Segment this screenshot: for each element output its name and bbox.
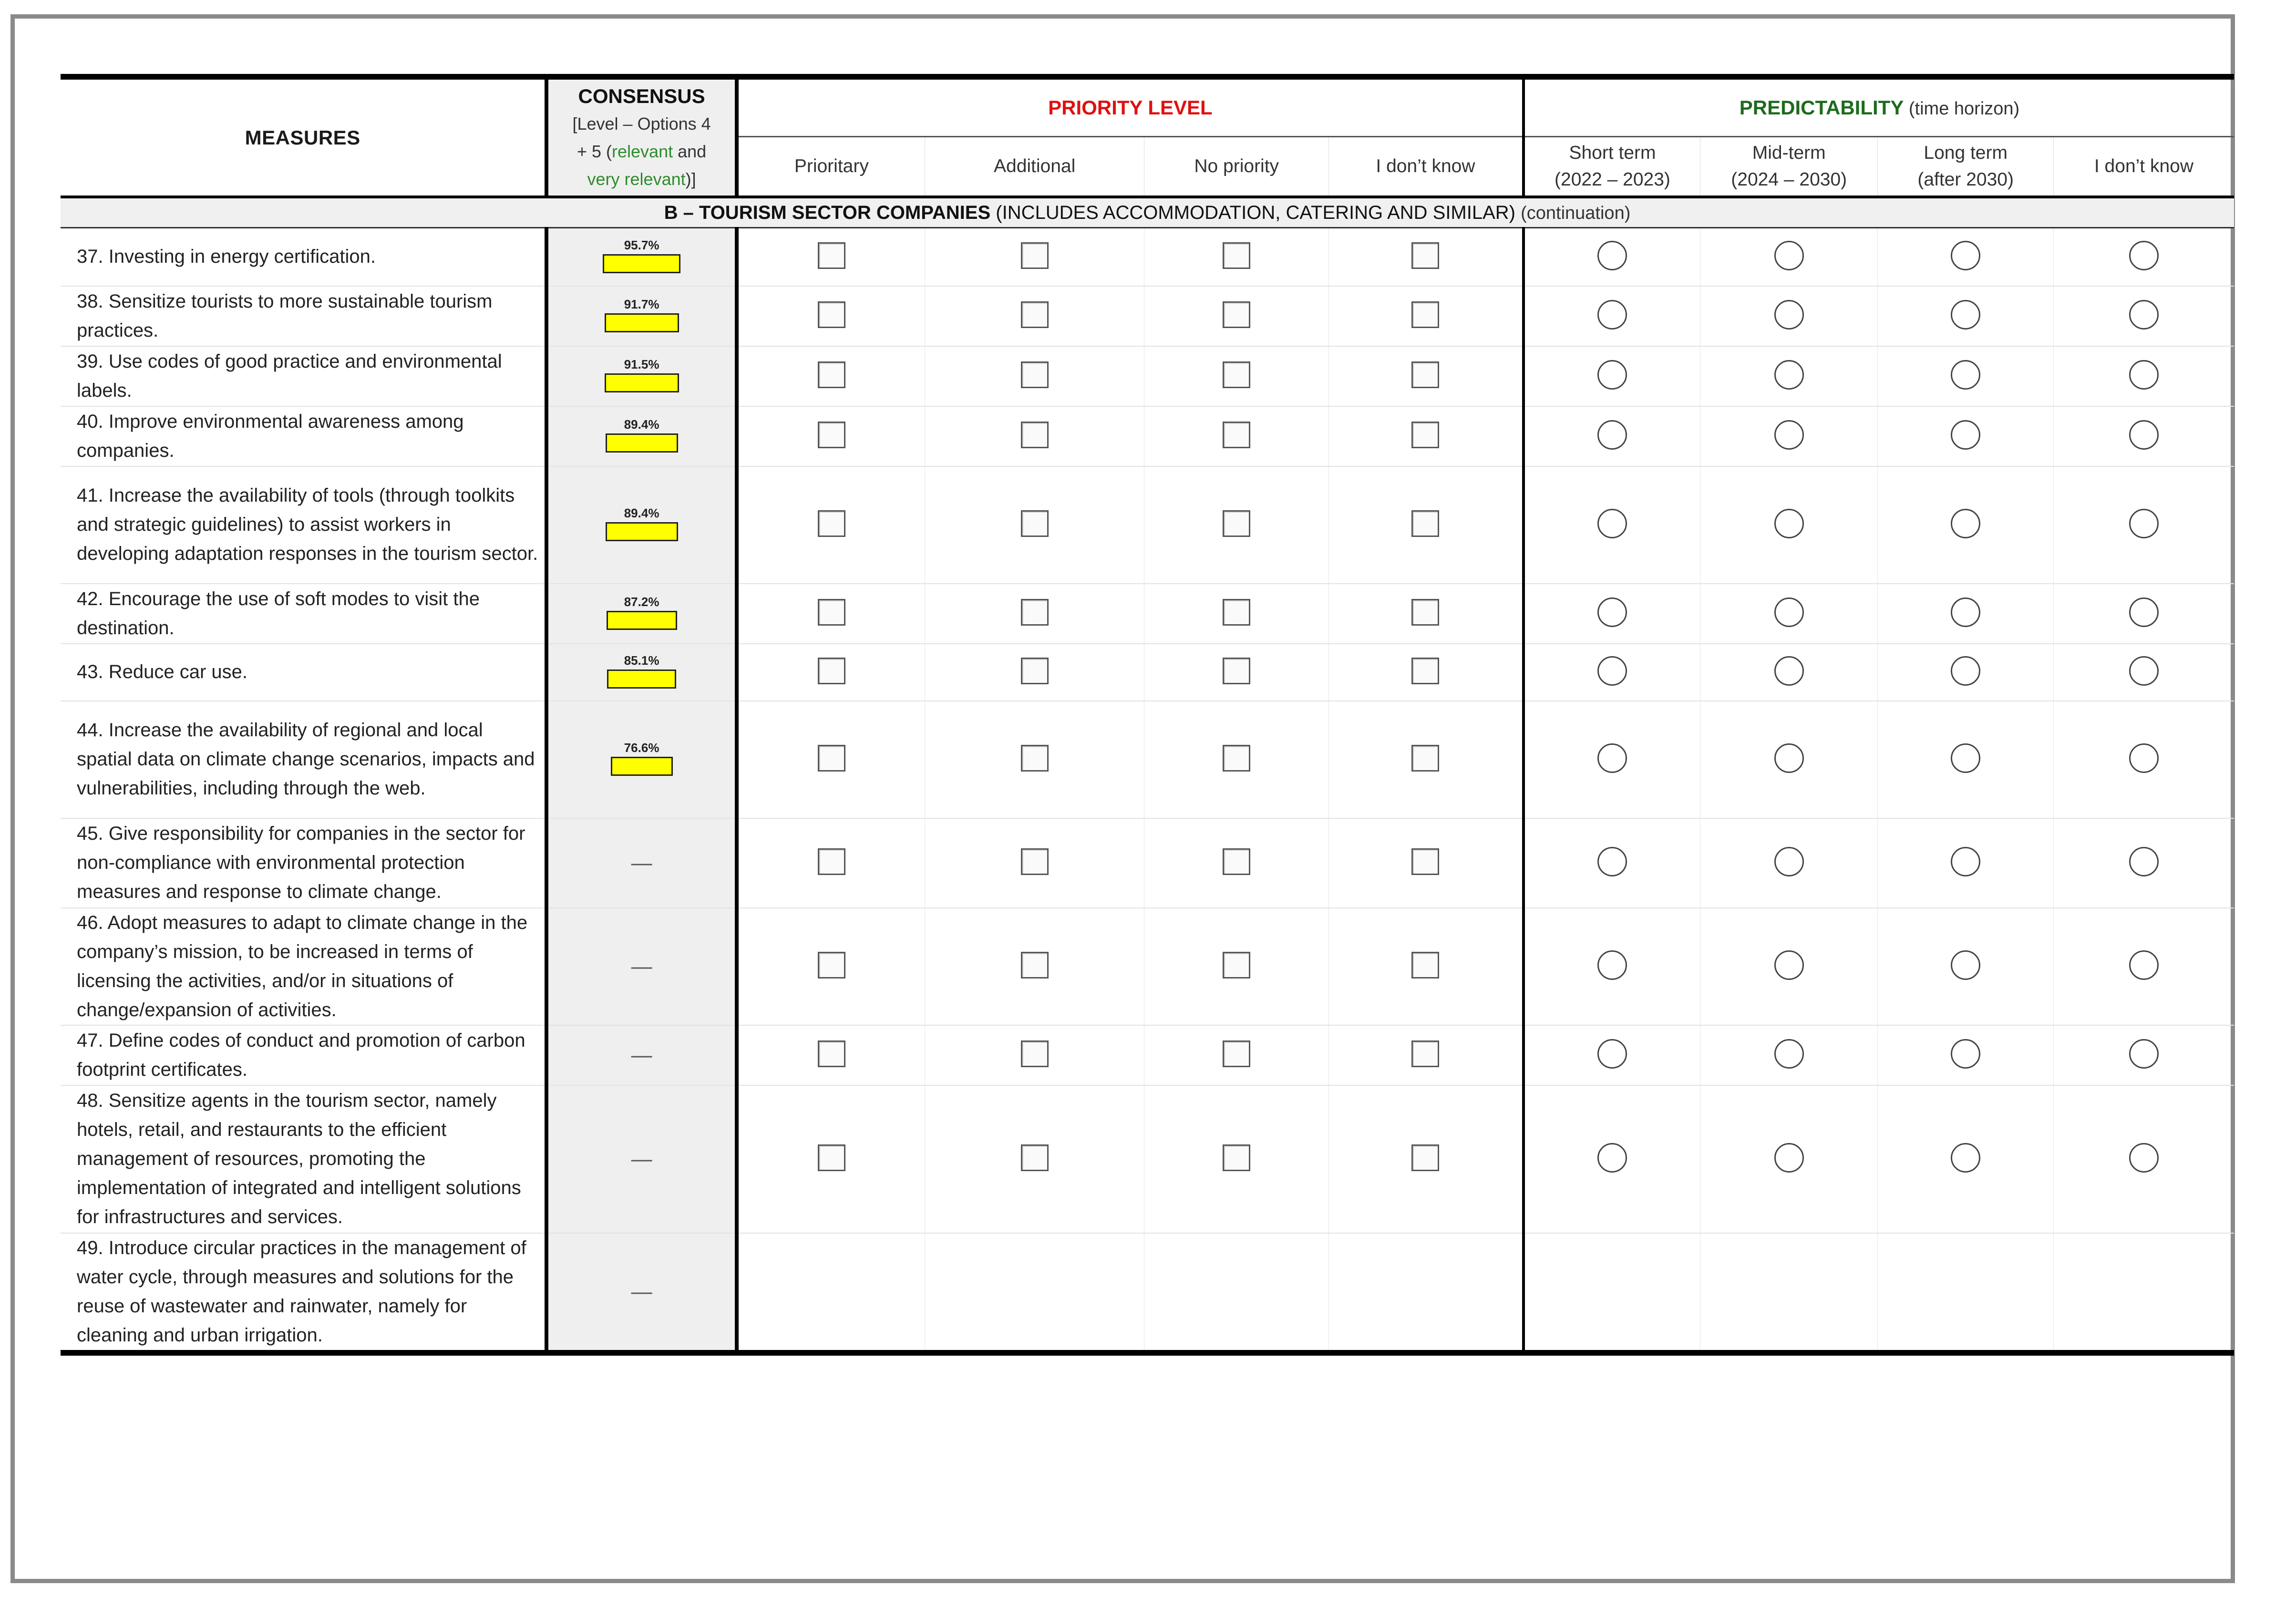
priority-option-cell (925, 406, 1144, 466)
predictability-option-cell (1524, 228, 1700, 286)
priority-checkbox[interactable] (1021, 745, 1049, 772)
priority-checkbox[interactable] (818, 952, 845, 978)
table-row (61, 1233, 2234, 1353)
priority-checkbox[interactable] (818, 745, 845, 772)
consensus-cell (546, 406, 737, 466)
priority-option-cell (1328, 228, 1524, 286)
predictability-option-cell (1700, 228, 1877, 286)
predictability-option-cell (2053, 466, 2234, 584)
predictability-radio[interactable] (2129, 300, 2159, 330)
consensus-bar (605, 313, 679, 332)
predictability-radio[interactable] (1597, 597, 1627, 627)
priority-checkbox[interactable] (1223, 599, 1250, 626)
predictability-radio[interactable] (1597, 509, 1627, 538)
priority-checkbox[interactable] (1411, 422, 1439, 448)
predictability-radio[interactable] (2129, 950, 2159, 980)
predictability-radio[interactable] (1774, 420, 1804, 450)
priority-checkbox[interactable] (818, 301, 845, 328)
table-row (61, 908, 2234, 1025)
survey-table (61, 74, 2234, 1356)
consensus-percent: 95.7% (624, 238, 659, 253)
predictability-option-cell (1878, 286, 2053, 346)
predictability-option-cell (1524, 644, 1700, 701)
priority-checkbox[interactable] (818, 242, 845, 269)
priority-option-cell (925, 701, 1144, 818)
predictability-radio[interactable] (1951, 300, 1980, 330)
priority-option-cell (925, 908, 1144, 1025)
consensus-line-1: [Level – Options 4 (572, 113, 711, 134)
predictability-radio[interactable] (1951, 950, 1980, 980)
predictability-radio[interactable] (2129, 241, 2159, 270)
predictability-option-cell (1878, 1233, 2053, 1353)
priority-option-cell (737, 346, 925, 406)
predictability-option-cell (1700, 1085, 1877, 1233)
section-title-normal: (INCLUDES ACCOMMODATION, CATERING AND SIMILAR) (990, 202, 1521, 223)
priority-checkbox[interactable] (1223, 952, 1250, 978)
predictability-radio[interactable] (1951, 597, 1980, 627)
predictability-option-cell (1524, 286, 1700, 346)
priority-checkbox[interactable] (1223, 301, 1250, 328)
priority-option-header: No priority (1144, 137, 1329, 197)
priority-checkbox[interactable] (1021, 510, 1049, 537)
priority-option-header: Additional (925, 137, 1144, 197)
section-title-bold: B – TOURISM SECTOR COMPANIES (664, 202, 991, 223)
predictability-header (1524, 77, 2234, 137)
predictability-option-header (1524, 137, 1700, 197)
priority-checkbox[interactable] (1411, 510, 1439, 537)
priority-checkbox[interactable] (1021, 301, 1049, 328)
priority-option-cell (925, 1233, 1144, 1353)
priority-option-cell (1328, 1233, 1524, 1353)
predictability-option-cell (2053, 701, 2234, 818)
priority-checkbox[interactable] (1411, 242, 1439, 269)
consensus-bar (607, 611, 677, 630)
priority-checkbox[interactable] (1411, 301, 1439, 328)
predictability-option-cell (2053, 1025, 2234, 1085)
priority-checkbox[interactable] (1223, 745, 1250, 772)
priority-option-cell (1144, 406, 1329, 466)
predictability-option-cell (1700, 644, 1877, 701)
predictability-option-cell (1878, 818, 2053, 908)
priority-option-cell (925, 466, 1144, 584)
predictability-option-cell (1878, 406, 2053, 466)
priority-checkbox[interactable] (1021, 848, 1049, 875)
predictability-radio[interactable] (1774, 847, 1804, 876)
priority-option-cell (737, 818, 925, 908)
predictability-radio[interactable] (1774, 656, 1804, 686)
priority-option-cell (1328, 701, 1524, 818)
predictability-option-cell (2053, 1085, 2234, 1233)
priority-checkbox[interactable] (1223, 848, 1250, 875)
priority-checkbox[interactable] (1021, 1040, 1049, 1067)
measure-text: 41. Increase the availability of tools (through toolkits and strategic guidelines) to assist workers in developing adaptation responses in the tourism sector. (61, 466, 546, 584)
priority-checkbox[interactable] (1223, 1144, 1250, 1171)
priority-checkbox[interactable] (1021, 952, 1049, 978)
predictability-radio[interactable] (1597, 950, 1627, 980)
priority-option-cell (1144, 644, 1329, 701)
table-row (61, 228, 2234, 286)
predictability-radio[interactable] (2129, 743, 2159, 773)
predictability-radio[interactable] (1951, 241, 1980, 270)
priority-option-cell (1144, 1025, 1329, 1085)
consensus-percent: 89.4% (624, 506, 659, 520)
predictability-option-label: Mid-term (1752, 143, 1826, 163)
consensus-bar (606, 433, 678, 453)
priority-option-header: Prioritary (737, 137, 925, 197)
predictability-option-cell (1878, 1085, 2053, 1233)
priority-checkbox[interactable] (818, 422, 845, 448)
priority-checkbox[interactable] (1411, 745, 1439, 772)
predictability-option-cell (1878, 644, 2053, 701)
priority-option-cell (737, 228, 925, 286)
predictability-radio[interactable] (1951, 743, 1980, 773)
priority-checkbox[interactable] (1411, 1144, 1439, 1171)
predictability-option-cell (1524, 584, 1700, 644)
priority-option-cell (925, 346, 1144, 406)
priority-option-cell (737, 286, 925, 346)
consensus-cell (546, 644, 737, 701)
consensus-dash: — (631, 1279, 652, 1303)
priority-option-cell (925, 1085, 1144, 1233)
table-row (61, 1085, 2234, 1233)
priority-checkbox[interactable] (1223, 422, 1250, 448)
predictability-option-cell (1524, 1025, 1700, 1085)
consensus-cell (546, 584, 737, 644)
predictability-option-cell (2053, 908, 2234, 1025)
predictability-option-cell (2053, 286, 2234, 346)
priority-option-cell (1144, 584, 1329, 644)
priority-option-cell (1144, 1233, 1329, 1353)
predictability-option-label: Long term (1924, 143, 2008, 163)
priority-checkbox[interactable] (1021, 422, 1049, 448)
table-row (61, 466, 2234, 584)
priority-option-cell (737, 1025, 925, 1085)
consensus-line-2: + 5 (relevant and (577, 141, 707, 161)
predictability-option-cell (1878, 1025, 2053, 1085)
predictability-radio[interactable] (1951, 360, 1980, 390)
predictability-option-cell (1700, 908, 1877, 1025)
priority-option-cell (1328, 346, 1524, 406)
measure-text: 46. Adopt measures to adapt to climate change in the company’s mission, to be increased in terms of licensing the activities, and/or in situations of change/expansion of activities. (61, 908, 546, 1025)
priority-checkbox[interactable] (818, 658, 845, 684)
predictability-subtitle: (time horizon) (1904, 99, 2020, 119)
predictability-radio[interactable] (1774, 1039, 1804, 1069)
priority-option-cell (925, 228, 1144, 286)
measure-text: 44. Increase the availability of regional and local spatial data on climate change scenarios, impacts and vulnerabilities, including through the web. (61, 701, 546, 818)
consensus-bar (605, 373, 679, 392)
measure-text: 45. Give responsibility for companies in the sector for non-compliance with environmental protection measures and response to climate change. (61, 818, 546, 908)
predictability-option-cell (1700, 1233, 1877, 1353)
priority-option-cell (737, 466, 925, 584)
priority-checkbox[interactable] (818, 1040, 845, 1067)
predictability-radio[interactable] (1774, 241, 1804, 270)
consensus-percent: 89.4% (624, 417, 659, 432)
predictability-option-cell (2053, 346, 2234, 406)
table-row (61, 1025, 2234, 1085)
consensus-line-3: very relevant)] (587, 169, 696, 189)
table-row (61, 701, 2234, 818)
predictability-radio[interactable] (1951, 420, 1980, 450)
predictability-radio[interactable] (2129, 597, 2159, 627)
predictability-option-cell (1878, 466, 2053, 584)
predictability-option-cell (1878, 346, 2053, 406)
predictability-radio[interactable] (1597, 241, 1627, 270)
consensus-cell (546, 228, 737, 286)
predictability-radio[interactable] (2129, 420, 2159, 450)
measure-text: 38. Sensitize tourists to more sustainable tourism practices. (61, 286, 546, 346)
table-row (61, 584, 2234, 644)
priority-checkbox[interactable] (1223, 510, 1250, 537)
priority-option-cell (737, 584, 925, 644)
predictability-radio[interactable] (1774, 950, 1804, 980)
predictability-option-cell (1524, 406, 1700, 466)
consensus-cell (546, 1025, 737, 1085)
predictability-option-cell (1524, 1233, 1700, 1353)
predictability-option-cell (1878, 701, 2053, 818)
priority-checkbox[interactable] (818, 848, 845, 875)
predictability-radio[interactable] (1951, 656, 1980, 686)
consensus-percent: 76.6% (624, 741, 659, 755)
priority-checkbox[interactable] (1223, 1040, 1250, 1067)
priority-option-cell (1328, 466, 1524, 584)
predictability-radio[interactable] (1774, 300, 1804, 330)
priority-checkbox[interactable] (1021, 361, 1049, 388)
priority-checkbox[interactable] (1223, 242, 1250, 269)
priority-option-cell (737, 1085, 925, 1233)
consensus-bar (606, 522, 678, 541)
predictability-option-cell (1524, 701, 1700, 818)
predictability-radio[interactable] (1597, 420, 1627, 450)
predictability-radio[interactable] (2129, 1143, 2159, 1173)
consensus-dash: — (631, 954, 652, 978)
priority-option-cell (925, 644, 1144, 701)
priority-option-cell (737, 701, 925, 818)
predictability-option-cell (1700, 584, 1877, 644)
consensus-bar (611, 757, 673, 776)
predictability-radio[interactable] (1774, 360, 1804, 390)
table-row (61, 346, 2234, 406)
predictability-radio[interactable] (1774, 743, 1804, 773)
predictability-option-label: Short term (1569, 143, 1656, 163)
consensus-cell (546, 701, 737, 818)
predictability-option-cell (1878, 908, 2053, 1025)
predictability-option-cell (1700, 1025, 1877, 1085)
measure-text: 48. Sensitize agents in the tourism sector, namely hotels, retail, and restaurants to the efficient management of resources, promoting the implementation of integrated and intelligent solutions for infrastructures and services. (61, 1085, 546, 1233)
predictability-option-range: (after 2030) (1917, 169, 2014, 190)
predictability-option-cell (1700, 701, 1877, 818)
priority-checkbox[interactable] (818, 599, 845, 626)
priority-level-header: PRIORITY LEVEL (737, 77, 1524, 137)
predictability-option-cell (1524, 466, 1700, 584)
consensus-dash: — (631, 1147, 652, 1171)
priority-option-cell (1328, 1025, 1524, 1085)
measures-header: MEASURES (61, 77, 546, 197)
priority-checkbox[interactable] (818, 1144, 845, 1171)
consensus-percent: 91.5% (624, 357, 659, 371)
consensus-bar (603, 254, 680, 273)
priority-option-cell (1144, 908, 1329, 1025)
priority-checkbox[interactable] (1411, 848, 1439, 875)
predictability-radio[interactable] (1774, 597, 1804, 627)
predictability-option-cell (1700, 406, 1877, 466)
consensus-header (546, 77, 737, 197)
consensus-cell (546, 1233, 737, 1353)
priority-option-cell (1144, 228, 1329, 286)
consensus-cell (546, 286, 737, 346)
predictability-radio[interactable] (1774, 1143, 1804, 1173)
consensus-cell (546, 908, 737, 1025)
predictability-radio[interactable] (1597, 360, 1627, 390)
priority-checkbox[interactable] (1223, 361, 1250, 388)
priority-option-cell (1328, 818, 1524, 908)
predictability-radio[interactable] (1597, 300, 1627, 330)
table-row (61, 818, 2234, 908)
priority-checkbox[interactable] (1411, 952, 1439, 978)
measure-text: 40. Improve environmental awareness among companies. (61, 406, 546, 466)
priority-checkbox[interactable] (1021, 242, 1049, 269)
predictability-option-cell (2053, 406, 2234, 466)
table-row (61, 286, 2234, 346)
predictability-option-range: (2024 – 2030) (1731, 169, 1847, 190)
predictability-option-cell (1524, 1085, 1700, 1233)
priority-option-cell (737, 1233, 925, 1353)
predictability-option-cell (1524, 908, 1700, 1025)
priority-option-cell (925, 584, 1144, 644)
predictability-option-cell (1524, 818, 1700, 908)
predictability-radio[interactable] (1951, 847, 1980, 876)
priority-checkbox[interactable] (1411, 658, 1439, 684)
predictability-option-cell (2053, 584, 2234, 644)
consensus-percent: 91.7% (624, 297, 659, 311)
predictability-option-cell (1700, 818, 1877, 908)
predictability-radio[interactable] (1951, 509, 1980, 538)
predictability-option-header (2053, 137, 2234, 197)
priority-checkbox[interactable] (1021, 658, 1049, 684)
priority-option-cell (925, 286, 1144, 346)
consensus-percent: 85.1% (624, 653, 659, 668)
priority-checkbox[interactable] (818, 510, 845, 537)
priority-option-header: I don’t know (1328, 137, 1524, 197)
priority-option-cell (1328, 1085, 1524, 1233)
priority-option-cell (1144, 818, 1329, 908)
predictability-radio[interactable] (1951, 1039, 1980, 1069)
priority-option-cell (1328, 644, 1524, 701)
priority-checkbox[interactable] (1021, 1144, 1049, 1171)
predictability-radio[interactable] (2129, 1039, 2159, 1069)
measure-text: 43. Reduce car use. (61, 644, 546, 701)
predictability-radio[interactable] (2129, 509, 2159, 538)
consensus-cell (546, 1085, 737, 1233)
predictability-radio[interactable] (1597, 847, 1627, 876)
consensus-cell (546, 466, 737, 584)
consensus-cell (546, 346, 737, 406)
predictability-option-cell (1878, 228, 2053, 286)
predictability-option-cell (1878, 584, 2053, 644)
section-title-continuation: (continuation) (1521, 203, 1631, 223)
predictability-option-cell (1700, 346, 1877, 406)
priority-option-cell (1328, 908, 1524, 1025)
priority-checkbox[interactable] (1021, 599, 1049, 626)
priority-checkbox[interactable] (818, 361, 845, 388)
priority-option-cell (1328, 406, 1524, 466)
consensus-percent: 87.2% (624, 595, 659, 609)
priority-option-cell (1144, 1085, 1329, 1233)
predictability-radio[interactable] (1951, 1143, 1980, 1173)
predictability-title: PREDICTABILITY (1739, 96, 1904, 119)
priority-checkbox[interactable] (1411, 599, 1439, 626)
predictability-option-cell (2053, 644, 2234, 701)
predictability-radio[interactable] (1774, 509, 1804, 538)
consensus-dash: — (631, 851, 652, 875)
priority-option-cell (925, 1025, 1144, 1085)
predictability-radio[interactable] (2129, 656, 2159, 686)
priority-option-cell (737, 406, 925, 466)
consensus-dash: — (631, 1043, 652, 1067)
priority-option-cell (1144, 286, 1329, 346)
priority-checkbox[interactable] (1223, 658, 1250, 684)
priority-checkbox[interactable] (1411, 1040, 1439, 1067)
measure-text: 47. Define codes of conduct and promotion of carbon footprint certificates. (61, 1025, 546, 1085)
priority-option-cell (1328, 584, 1524, 644)
priority-option-cell (1328, 286, 1524, 346)
section-title (61, 197, 2234, 228)
predictability-radio[interactable] (2129, 360, 2159, 390)
predictability-option-cell (2053, 818, 2234, 908)
table-row (61, 406, 2234, 466)
priority-option-cell (737, 908, 925, 1025)
predictability-radio[interactable] (1597, 656, 1627, 686)
predictability-radio[interactable] (1597, 1039, 1627, 1069)
predictability-option-header (1700, 137, 1877, 197)
predictability-option-cell (1524, 346, 1700, 406)
consensus-cell (546, 818, 737, 908)
priority-option-cell (1144, 466, 1329, 584)
predictability-option-header (1878, 137, 2053, 197)
priority-checkbox[interactable] (1411, 361, 1439, 388)
predictability-option-cell (2053, 228, 2234, 286)
predictability-option-range: (2022 – 2023) (1555, 169, 1670, 190)
measure-text: 37. Investing in energy certification. (61, 228, 546, 286)
predictability-option-cell (1700, 466, 1877, 584)
measure-text: 49. Introduce circular practices in the management of water cycle, through measures and solutions for the reuse of wastewater and rainwater, namely for cleaning and urban irrigation. (61, 1233, 546, 1353)
priority-option-cell (737, 644, 925, 701)
consensus-title: CONSENSUS (578, 84, 705, 107)
priority-option-cell (925, 818, 1144, 908)
priority-option-cell (1144, 346, 1329, 406)
table-row (61, 644, 2234, 701)
measure-text: 39. Use codes of good practice and environmental labels. (61, 346, 546, 406)
predictability-radio[interactable] (2129, 847, 2159, 876)
measure-text: 42. Encourage the use of soft modes to visit the destination. (61, 584, 546, 644)
predictability-option-cell (2053, 1233, 2234, 1353)
predictability-radio[interactable] (1597, 1143, 1627, 1173)
priority-option-cell (1144, 701, 1329, 818)
predictability-option-cell (1700, 286, 1877, 346)
predictability-radio[interactable] (1597, 743, 1627, 773)
predictability-option-label: I don’t know (2094, 156, 2194, 176)
consensus-bar (607, 669, 676, 689)
